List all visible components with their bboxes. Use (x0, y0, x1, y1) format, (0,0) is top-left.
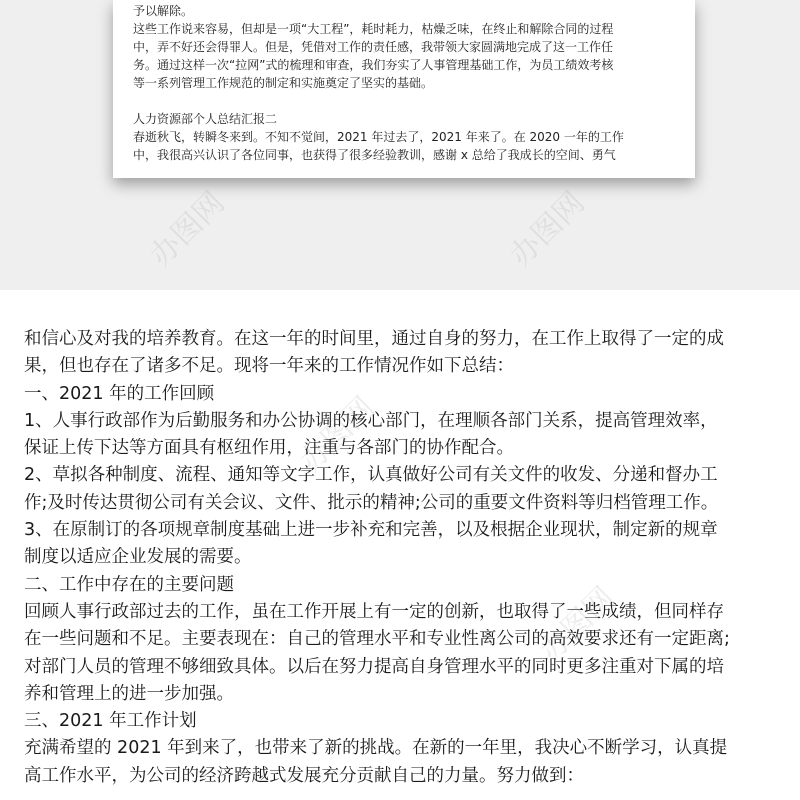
document-body (24, 326, 784, 790)
watermark-text: 办图网 (533, 580, 622, 669)
section-heading: 一、2021 年的工作回顾 (24, 383, 215, 404)
watermark-text: 办图网 (503, 185, 592, 274)
body-line: 回顾人事行政部过去的工作，虽在工作开展上有一定的创新，也取得了一些成绩，但同样存 (24, 601, 724, 622)
preview-line: 这些工作说来容易，但却是一项“大工程”，耗时耗力，枯燥乏味，在终止和解除合同的过程 (133, 22, 614, 36)
body-line: 对部门人员的管理不够细致具体。以后在努力提高自身管理水平的同时更多注重对下属的培 (24, 656, 724, 677)
body-line: 养和管理上的进一步加强。 (24, 683, 234, 704)
section-heading: 二、工作中存在的主要问题 (24, 574, 234, 595)
body-line: 充满希望的 2021 年到来了，也带来了新的挑战。在新的一年里，我决心不断学习，认真提 (24, 738, 728, 759)
body-line: 制度以适应企业发展的需要。 (24, 547, 252, 568)
section-heading: 三、2021 年工作计划 (24, 711, 197, 732)
preview-line: 中，我很高兴认识了各位同事，也获得了很多经验教训，感谢 x 总给了我成长的空间、勇气 (133, 148, 616, 162)
preview-line: 等一系列管理工作规范的制定和实施奠定了坚实的基础。 (133, 76, 434, 90)
preview-line: 中，弄不好还会得罪人。但是，凭借对工作的责任感，我带领大家圆满地完成了这一工作任 (133, 40, 614, 54)
preview-spacer (133, 92, 678, 110)
body-line: 果，但也存在了诸多不足。现将一年来的工作情况作如下总结： (24, 356, 514, 377)
preview-line: 予以解除。 (133, 4, 194, 18)
preview-text (133, 0, 678, 164)
body-line: 2、草拟各种制度、流程、通知等文字工作，认真做好公司有关文件的收发、分递和督办工 (24, 465, 718, 486)
body-line: 在一些问题和不足。主要表现在：自己的管理水平和专业性离公司的高效要求还有一定距离; (24, 629, 730, 650)
body-line: 高工作水平，为公司的经济跨越式发展充分贡献自己的力量。努力做到： (24, 765, 584, 786)
preview-line: 春逝秋飞，转瞬冬来到。不知不觉间，2021 年过去了，2021 年来了。在 2020 一年的工作 (133, 130, 624, 144)
document-preview-page (113, 0, 695, 178)
preview-section-title: 人力资源部个人总结汇报二 (133, 112, 278, 126)
preview-line: 务。通过这样一次“拉网”式的梳理和审查，我们夯实了人事管理基础工作，为员工绩效考核 (133, 58, 614, 72)
preview-background (0, 0, 800, 290)
watermark-text: 办图网 (143, 185, 232, 274)
body-line: 作;及时传达贯彻公司有关会议、文件、批示的精神;公司的重要文件资料等归档管理工作。 (24, 492, 719, 513)
body-line: 1、人事行政部作为后勤服务和办公协调的核心部门，在理顺各部门关系，提高管理效率， (24, 410, 718, 431)
body-line: 3、在原制订的各项规章制度基础上进一步补充和完善，以及根据企业现状，制定新的规章 (24, 520, 718, 541)
watermark-text: 办图网 (293, 390, 382, 479)
body-line: 保证上传下达等方面具有枢纽作用，注重与各部门的协作配合。 (24, 438, 514, 459)
body-line: 和信心及对我的培养教育。在这一年的时间里，通过自身的努力，在工作上取得了一定的成 (24, 329, 724, 349)
